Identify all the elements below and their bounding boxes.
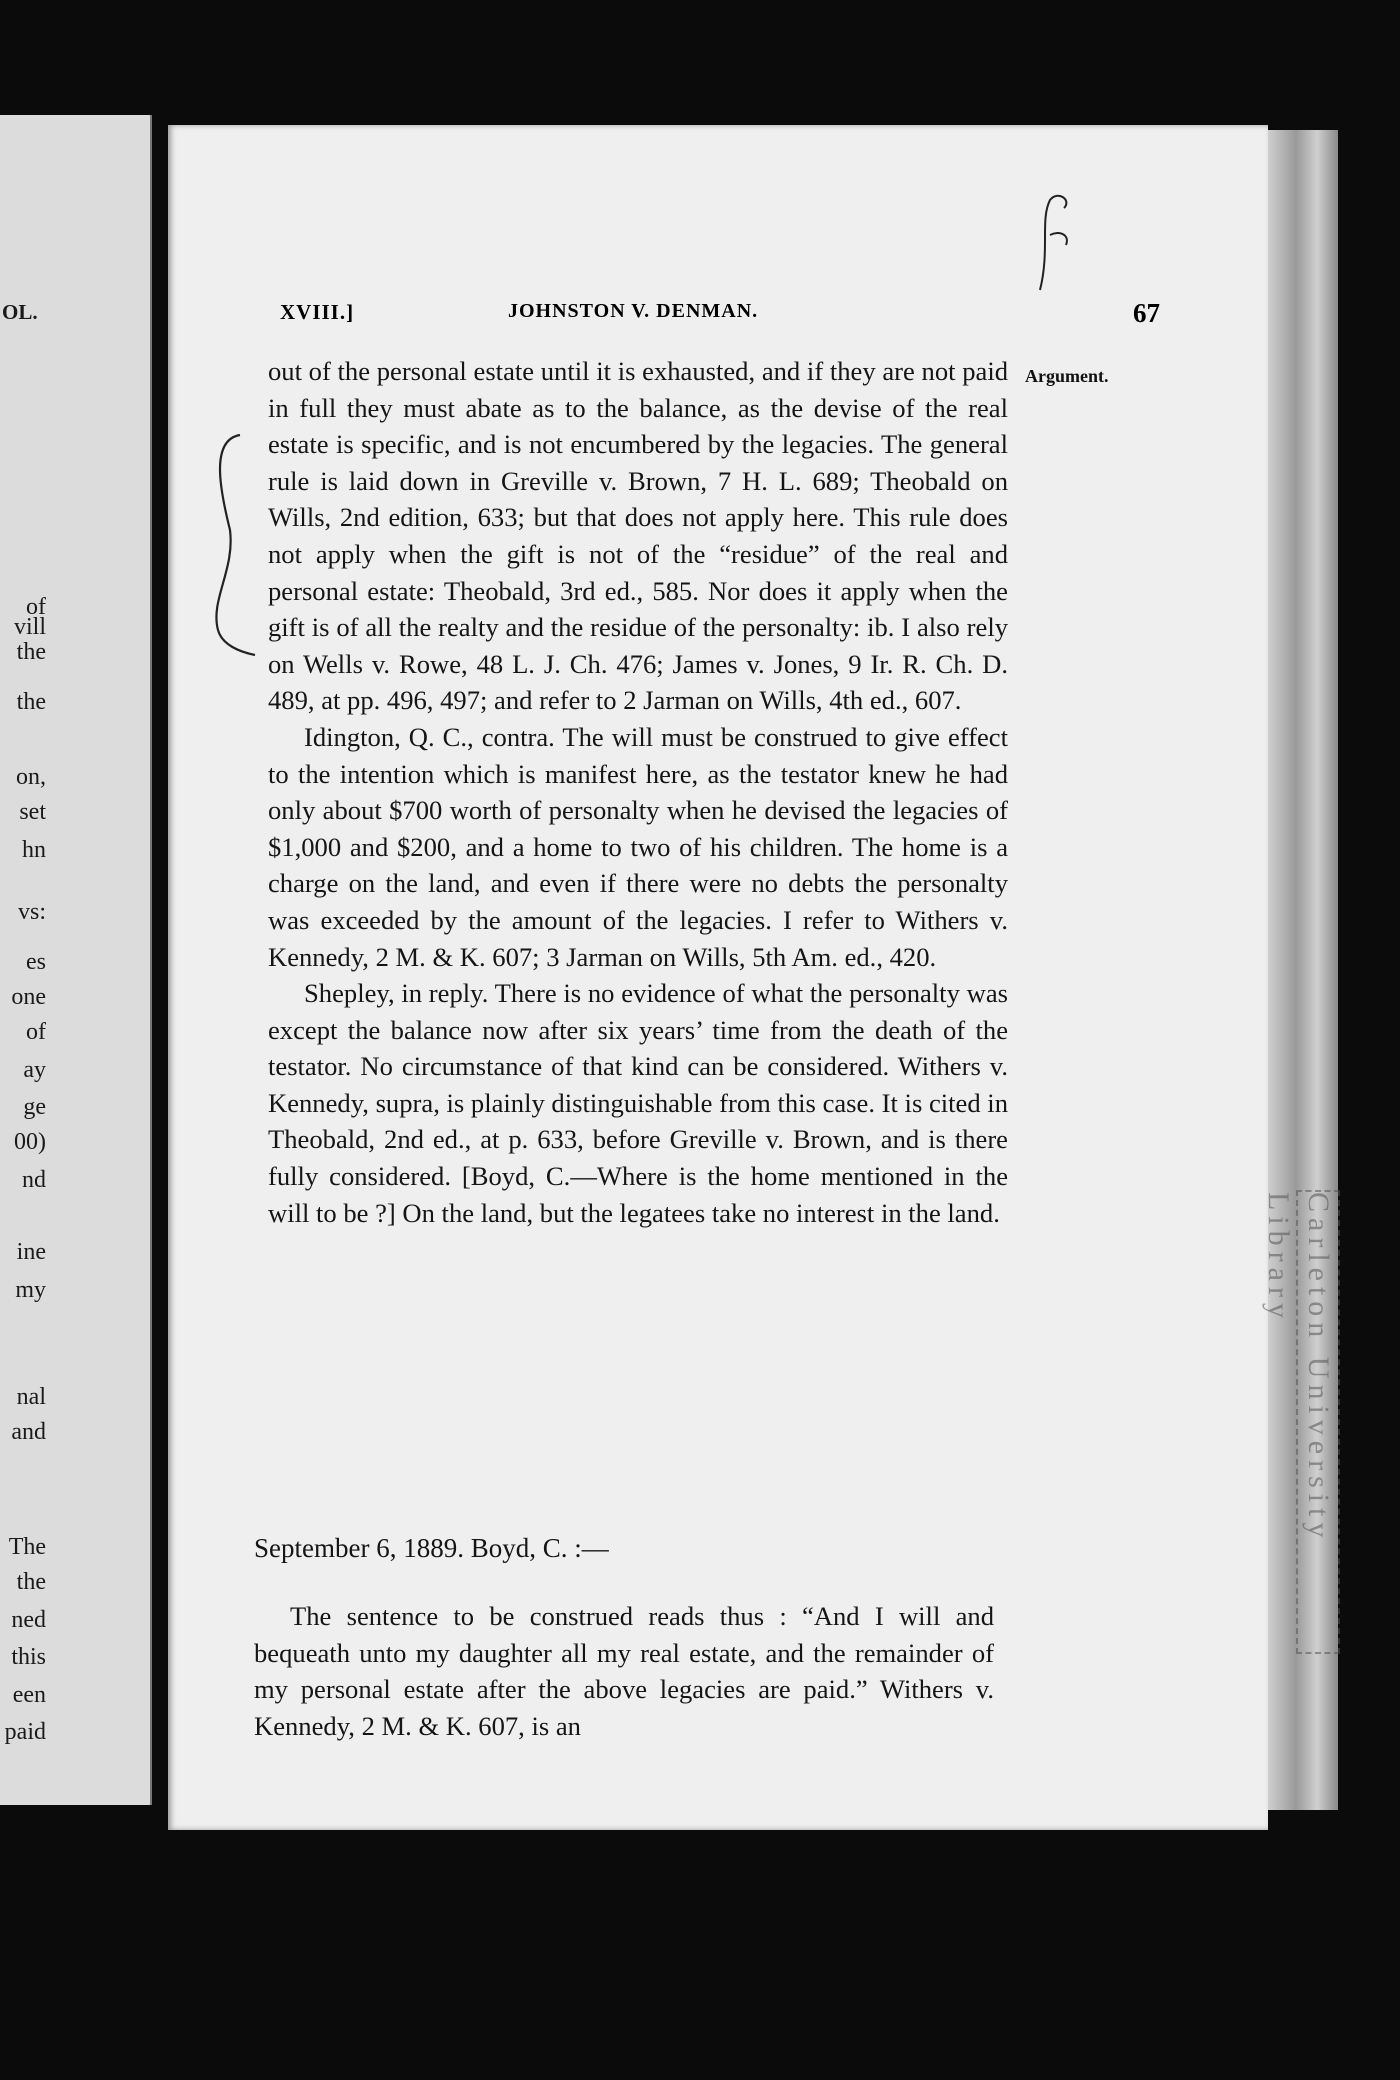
facing-page-header: OL. <box>2 300 38 324</box>
facing-page-fragment: and <box>11 1419 46 1445</box>
running-head <box>280 300 1180 330</box>
facing-page-fragment: set <box>19 799 46 825</box>
facing-page-fragment: of <box>26 1019 46 1045</box>
paragraph-argument: out of the personal estate until it is exhausted, and if they are not paid in full they must abate as to the balance, as the devise of the real estate is specific, and is not encumbered by the legacies. The general rule is laid down in Greville v. Brown, 7 H. L. 689; Theobald on Wills, 2nd edition, 633; but that does not apply here. This rule does not apply when the gift is not of the “residue” of the real and personal estate: Theobald, 3rd ed., 585. Nor does it apply when the gift is of all the realty and the residue of the personalty: ib. I also rely on Wells v. Rowe, 48 L. J. Ch. 476; James v. Jones, 9 Ir. R. Ch. D. 489, at pp. 496, 497; and refer to 2 Jarman on Wills, 4th ed., 607. <box>268 356 1008 716</box>
facing-page-fragment: one <box>11 984 46 1010</box>
facing-page-fragment: ay <box>23 1057 46 1083</box>
facing-page-fragment: the <box>16 639 46 665</box>
facing-page-fragment: vill <box>13 614 46 640</box>
facing-page-fragment: the <box>16 689 46 715</box>
facing-page-fragment: ge <box>23 1094 46 1120</box>
facing-page-fragment: the <box>16 1569 46 1595</box>
library-stamp <box>1262 1190 1340 1654</box>
facing-page-fragment: 00) <box>14 1129 46 1155</box>
volume-label: XVIII.] <box>280 300 355 324</box>
library-stamp-text: Carleton University Library <box>1262 1192 1335 1544</box>
paragraph-reply: Shepley, in reply. There is no evidence of what the personalty was except the balance now after six years’ time from the death of the testator. No circumstance of that kind can be considered. Withers v. Kennedy, supra, is plainly distinguishable from this case. It is cited in Theobald, 2nd ed., at p. 633, before Greville v. Brown, and is there fully considered. [Boyd, C.—Where is the home mentioned in the will to be ?] On the land, but the legatees take no interest in the land. <box>268 978 1008 1228</box>
opinion-text <box>254 1598 994 1744</box>
facing-page-fragment: my <box>15 1277 46 1303</box>
facing-page-fragment: es <box>26 949 46 975</box>
facing-page-fragment: hn <box>22 837 46 863</box>
case-title: JOHNSTON V. DENMAN. <box>508 300 759 322</box>
facing-page-fragment: vs: <box>17 899 46 925</box>
facing-page-fragment: The <box>8 1534 46 1560</box>
facing-page-fragment: ned <box>11 1607 46 1633</box>
pen-flourish-mark <box>1020 190 1080 300</box>
paragraph-contra: Idington, Q. C., contra. The will must be construed to give effect to the intention which is manifest here, as the testator knew he had only about $700 worth of personalty when he devised the legacies of $1,000 and $200, and a home to two of his children. The home is a charge on the land, and even if there were no debts the personalty was exceeded by the amount of the legacies. I refer to Withers v. Kennedy, 2 M. & K. 607; 3 Jarman on Wills, 5th Am. ed., 420. <box>268 721 1008 972</box>
facing-page-fragment: of <box>26 594 46 620</box>
facing-page-fragment: een <box>12 1682 46 1708</box>
facing-page-fragment: paid <box>4 1719 46 1745</box>
facing-page-fragment: this <box>11 1644 46 1670</box>
facing-page-fragment: ine <box>16 1239 46 1265</box>
facing-page-fragment: on, <box>16 764 46 790</box>
facing-page-fragment: nal <box>16 1384 46 1410</box>
paragraph-opinion: The sentence to be construed reads thus : “And I will and bequeath unto my daughter all my real estate, and the remainder of my personal estate after the above legacies are paid.” Withers v. Kennedy, 2 M. & K. 607, is an <box>254 1601 994 1741</box>
argument-text <box>268 353 1008 1231</box>
margin-note: Argument. <box>1025 366 1109 386</box>
pen-bracket-mark <box>200 430 260 660</box>
page-number: 67 <box>1133 298 1160 328</box>
facing-page-fragment: nd <box>22 1167 46 1193</box>
judgment-date-line: September 6, 1889. Boyd, C. :— <box>254 1533 609 1563</box>
